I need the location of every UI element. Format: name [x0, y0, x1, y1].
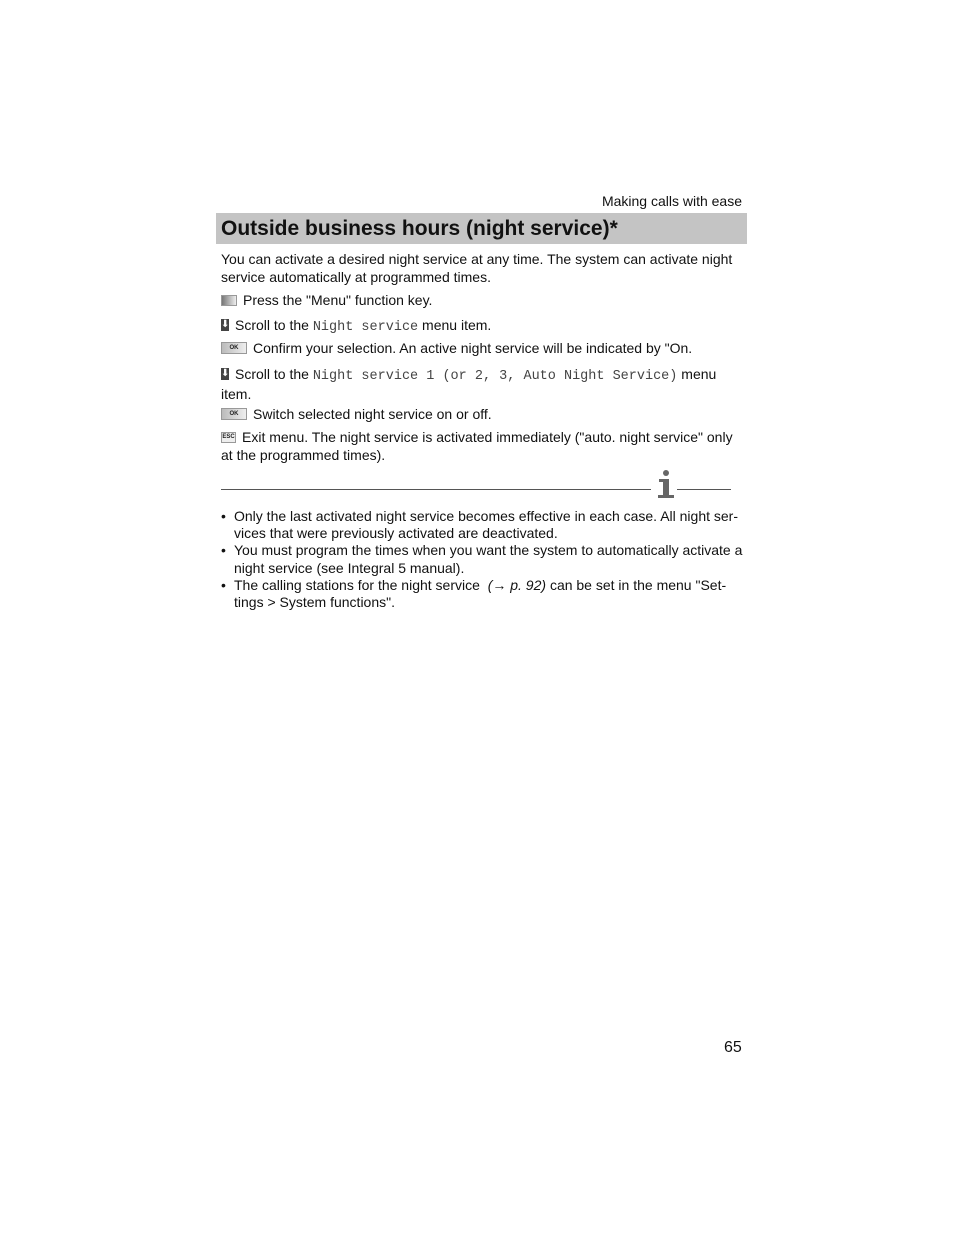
step-switch-night-service: [221, 406, 743, 424]
running-header: Making calls with ease: [601, 193, 742, 209]
list-item: • You must program the times when you want the system to automatically activate a night service (see Integral 5 manual).: [221, 542, 743, 576]
section-title: Outside business hours (night service)*: [221, 217, 618, 240]
step-text: menu item.: [221, 366, 717, 402]
scroll-arrow-icon: ⬇: [221, 368, 230, 380]
page-reference: (→ p. 92): [487, 576, 547, 593]
scroll-arrow-icon: ⬇: [221, 319, 230, 331]
step-text: Scroll to the: [235, 317, 309, 333]
step-confirm-selection: [221, 340, 743, 358]
info-icon: [655, 467, 677, 501]
menu-item-code: Night service: [312, 320, 419, 335]
note-text: The calling stations for the night service: [234, 576, 480, 593]
step-scroll-night-service-number: [221, 366, 743, 403]
step-press-menu: [221, 292, 743, 310]
menu-key-icon: [221, 295, 237, 306]
esc-key-icon: ESC: [221, 432, 236, 443]
intro-paragraph: You can activate a desired night service at any time. The system can activate night service automatically at programmed times.: [221, 251, 733, 285]
ok-key-icon: OK: [221, 408, 247, 420]
step-exit-menu: [221, 429, 743, 464]
list-item: • Only the last activated night service becomes effective in each case. All night ser-vices that were previously activated are deactivated.: [221, 508, 743, 542]
step-text: Confirm your selection. An active night service will be indicated by "On.: [253, 340, 693, 356]
list-item: [221, 577, 743, 611]
page-number: 65: [724, 1039, 742, 1056]
section-title-bar: [216, 213, 747, 244]
step-scroll-night-service: [221, 317, 743, 337]
step-text: Scroll to the: [235, 366, 309, 382]
info-divider-right: [677, 489, 731, 490]
ok-key-icon: OK: [221, 342, 247, 354]
step-text: Exit menu. The night service is activated immediately ("auto. night service" only at the programmed times).: [221, 429, 733, 463]
step-text: Switch selected night service on or off.: [253, 406, 492, 422]
menu-item-code: Night service 1 (or 2, 3, Auto Night Service): [312, 369, 678, 384]
info-notes-list: [221, 508, 743, 611]
step-text: menu item.: [422, 317, 492, 333]
step-text: Press the "Menu" function key.: [243, 292, 433, 308]
info-divider-left: [221, 489, 651, 490]
note-text: can be set in the menu "Set-tings > System functions".: [234, 576, 727, 611]
